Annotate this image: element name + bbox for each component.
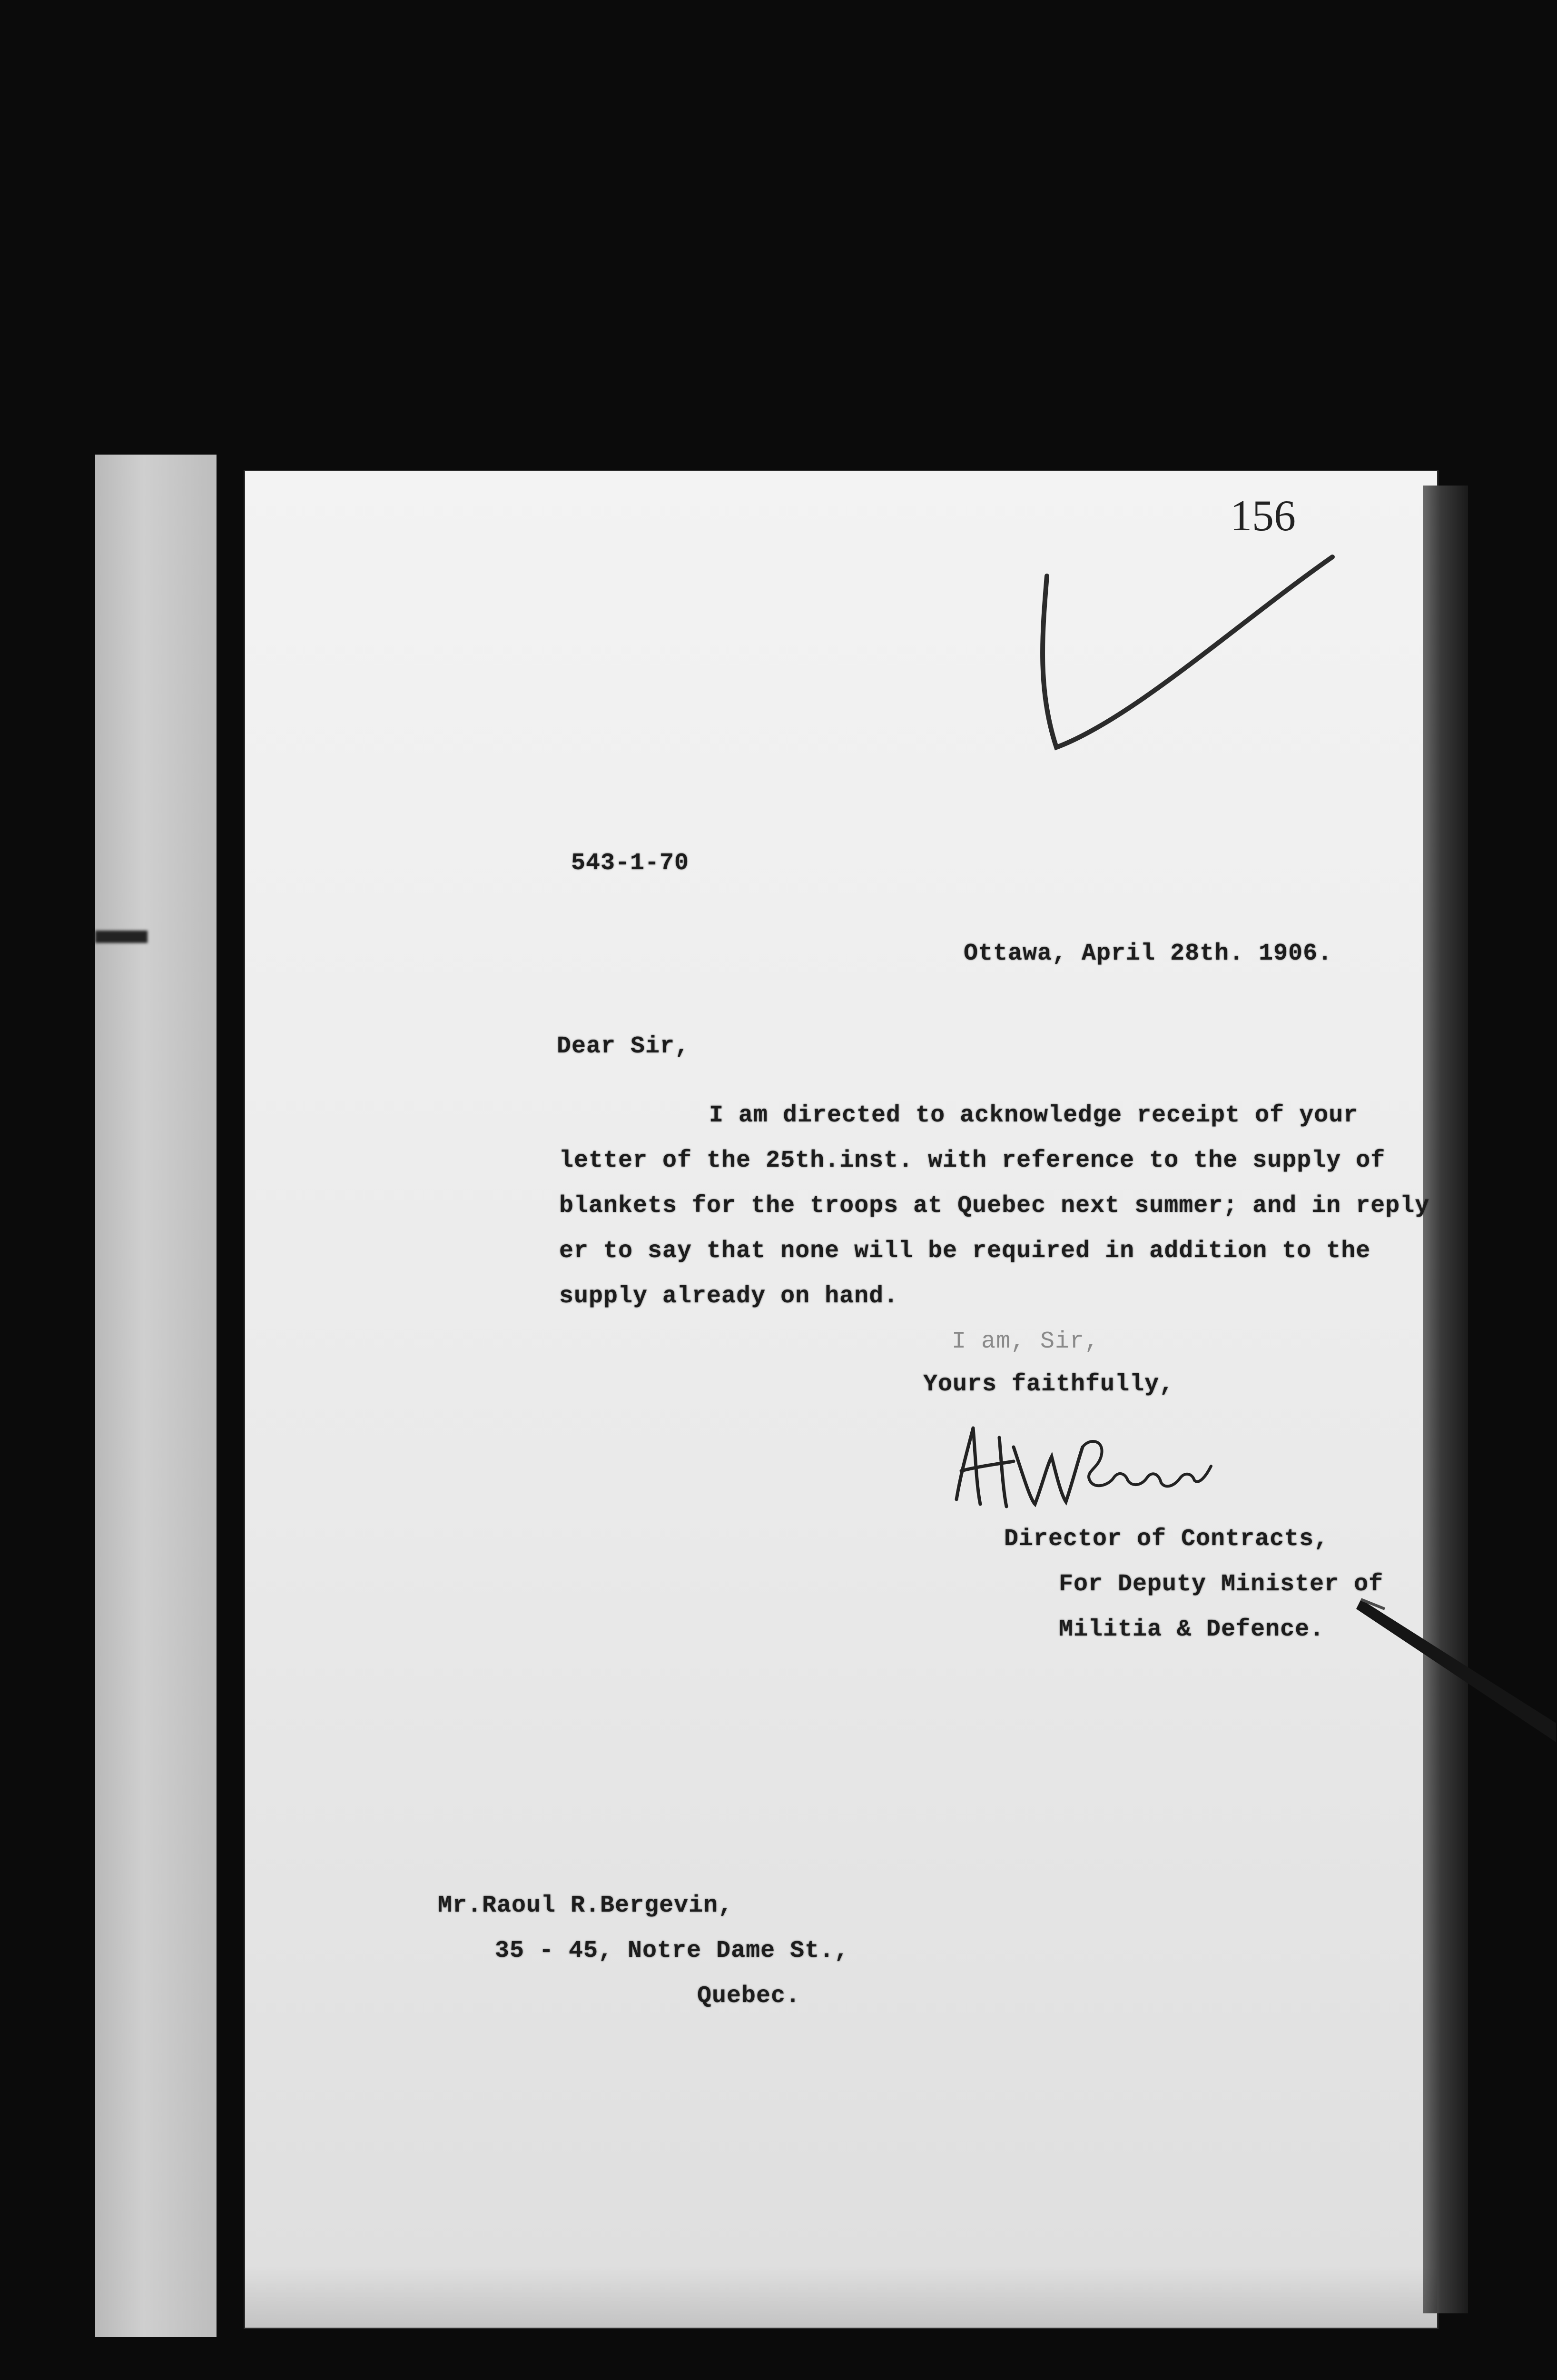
signature-title: Director of Contracts,: [1004, 1526, 1329, 1553]
handwritten-signature: [947, 1418, 1213, 1518]
date-line: Ottawa, April 28th. 1906.: [964, 940, 1333, 967]
previous-page-mark: [95, 931, 148, 943]
checkmark-icon: [1037, 547, 1347, 771]
closing: Yours faithfully,: [923, 1371, 1174, 1398]
salutation: Dear Sir,: [557, 1033, 690, 1060]
body-line: blankets for the troops at Quebec next summer; and in reply: [559, 1192, 1430, 1220]
addressee-line: Quebec.: [697, 1983, 801, 2010]
previous-page-strip: [95, 455, 217, 2337]
letterbook-binding-edge: [1423, 486, 1468, 2313]
signature-title: Militia & Defence.: [1059, 1616, 1325, 1643]
body-line: letter of the 25th.inst. with reference to the supply of: [559, 1147, 1386, 1174]
closing-faint: I am, Sir,: [952, 1328, 1100, 1355]
page-number: 156: [1230, 491, 1296, 540]
file-reference: 543-1-70: [571, 850, 690, 877]
page-bottom-shadow: [245, 2266, 1437, 2328]
body-line: er to say that none will be required in addition to the: [559, 1238, 1371, 1265]
body-line: supply already on hand.: [559, 1283, 899, 1310]
signature-title: For Deputy Minister of: [1059, 1571, 1384, 1598]
addressee-line: 35 - 45, Notre Dame St.,: [495, 1937, 849, 1964]
pen-pointer: [1356, 1590, 1556, 1742]
addressee-line: Mr.Raoul R.Bergevin,: [438, 1892, 733, 1919]
body-line: I am directed to acknowledge receipt of your: [709, 1102, 1359, 1129]
